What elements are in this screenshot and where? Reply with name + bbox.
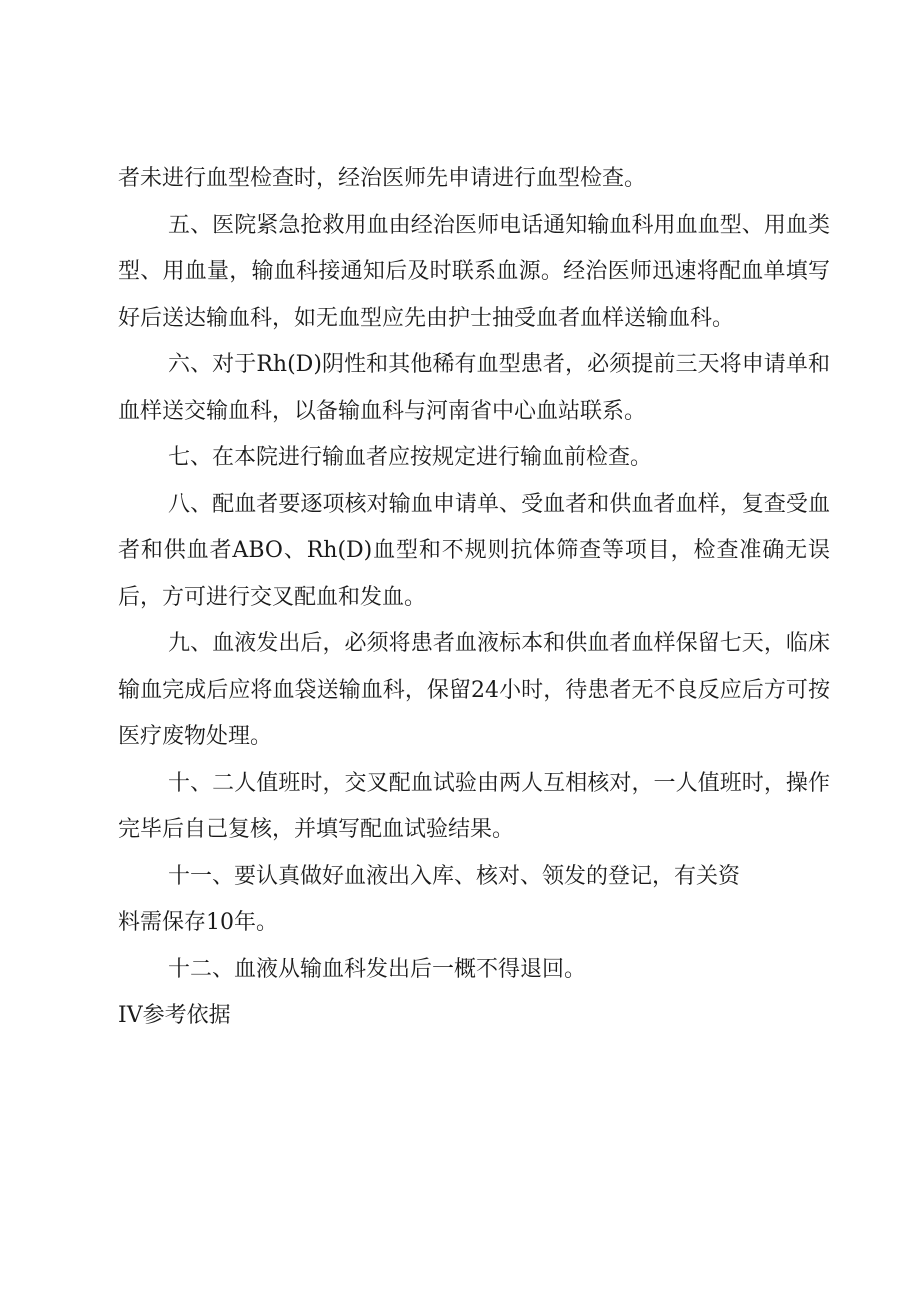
- paragraph-item-7: 七、在本院进行输血者应按规定进行输血前检查。: [168, 445, 653, 470]
- paragraph-item-10: 十、二人值班时，交叉配血试验由两人互相核对，一人值班时，操作完毕后自己复核，并填写配血试验结果。: [118, 770, 830, 842]
- document-body: [118, 156, 830, 1039]
- paragraph-item-6: 六、对于Rh(D)阴性和其他稀有血型患者，必须提前三天将申请单和血样送交输血科，以备输血科与河南省中心血站联系。: [118, 352, 830, 424]
- paragraph-item-11-line1: 十一、要认真做好血液出入库、核对、领发的登记，有关资: [168, 863, 741, 889]
- paragraph-item-9: 九、血液发出后，必须将患者血液标本和供血者血样保留七天，临床输血完成后应将血袋送输血科，保留24小时，待患者无不良反应后方可按医疗废物处理。: [118, 631, 830, 749]
- paragraph-continuation: 者未进行血型检查时，经治医师先申请进行血型检查。: [118, 166, 647, 191]
- paragraph-item-12: 十二、血液从输血科发出后一概不得退回。: [168, 956, 587, 982]
- paragraph-item-8: 八、配血者要逐项核对输血申请单、受血者和供血者血样，复查受血者和供血者ABO、Rh(D)血型和不规则抗体筛查等项目，检查准确无误后，方可进行交叉配血和发血。: [118, 491, 830, 610]
- section-heading: IV参考依据: [118, 1003, 231, 1028]
- paragraph-item-11-line2: 料需保存10年。: [118, 910, 278, 935]
- paragraph-item-5: 五、医院紧急抢救用血由经治医师电话通知输血科用血血型、用血类型、用血量，输血科接通知后及时联系血源。经治医师迅速将配血单填写好后送达输血科，如无血型应先由护士抽受血者血样送输血科。: [118, 212, 830, 331]
